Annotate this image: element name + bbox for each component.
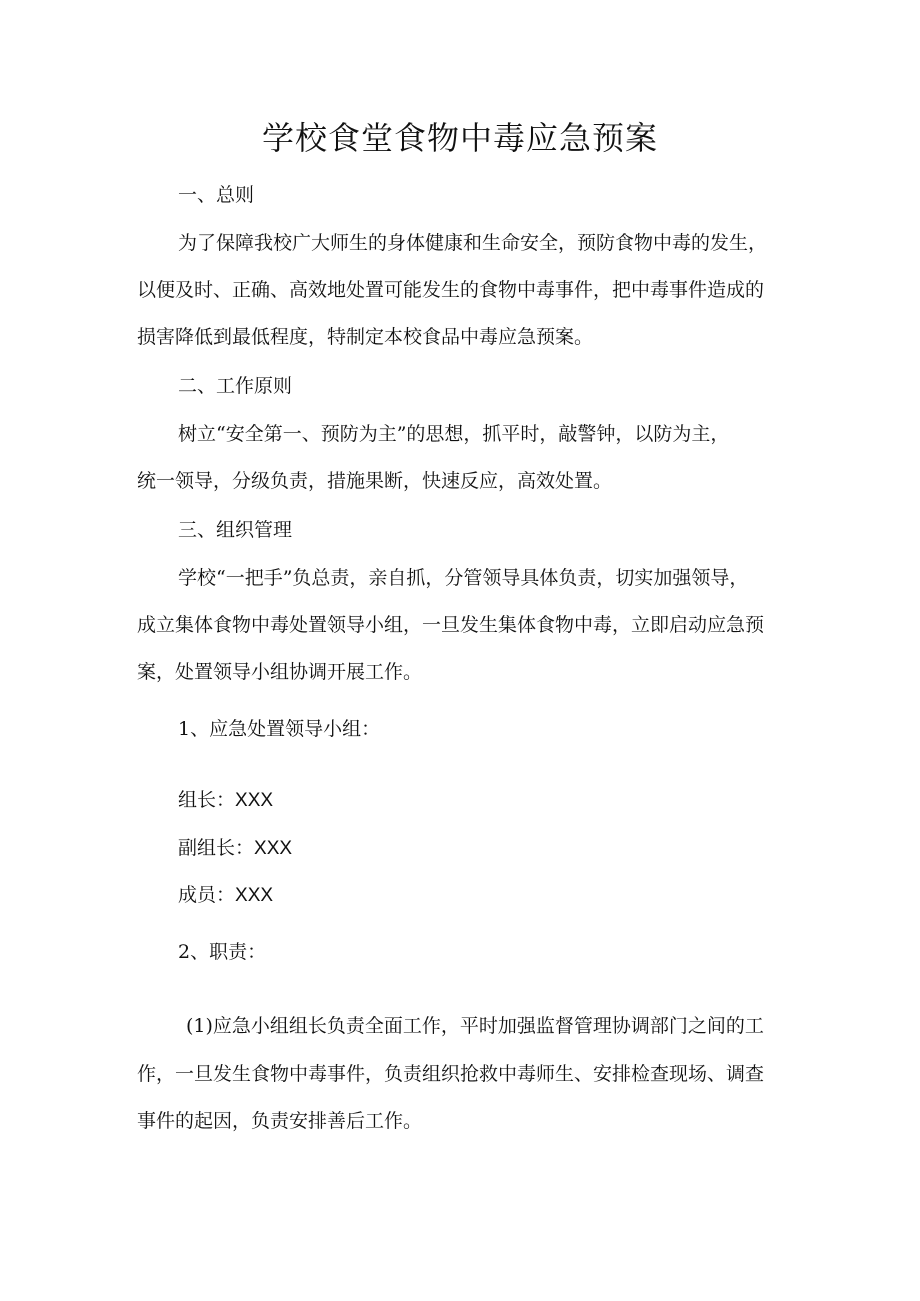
subsection-heading-duties: 2、职责： xyxy=(178,941,267,963)
paragraph-line: 作，一旦发生食物中毒事件，负责组织抢救中毒师生、安排检查现场、调查 xyxy=(137,1063,765,1085)
paragraph-line: 以便及时、正确、高效地处置可能发生的食物中毒事件，把中毒事件造成的 xyxy=(137,279,765,301)
member-label: 组长： xyxy=(178,789,236,811)
member-line-deputy xyxy=(178,835,292,862)
paragraph-line: 案，处置领导小组协调开展工作。 xyxy=(137,661,423,683)
section-heading-organization: 三、组织管理 xyxy=(178,519,293,541)
section-heading-general: 一、总则 xyxy=(178,184,255,206)
paragraph-line: 损害降低到最低程度，特制定本校食品中毒应急预案。 xyxy=(137,326,594,348)
paragraph-line: 为了保障我校广大师生的身体健康和生命安全，预防食物中毒的发生， xyxy=(178,232,768,254)
member-value: XXX xyxy=(254,838,293,859)
paragraph-line: (1)应急小组组长负责全面工作，平时加强监督管理协调部门之间的工 xyxy=(186,1015,764,1037)
member-label: 副组长： xyxy=(178,837,255,859)
paragraph-line: 学校“一把手”负总责，亲自抓，分管领导具体负责，切实加强领导， xyxy=(178,567,749,589)
document-title: 学校食堂食物中毒应急预案 xyxy=(261,119,658,157)
paragraph-line: 成立集体食物中毒处置领导小组，一旦发生集体食物中毒，立即启动应急预 xyxy=(137,614,765,636)
paragraph-line: 树立“安全第一、预防为主”的思想，抓平时，敲警钟，以防为主， xyxy=(178,423,730,445)
member-label: 成员： xyxy=(178,884,236,906)
section-heading-principles: 二、工作原则 xyxy=(178,375,293,397)
paragraph-line: 统一领导，分级负责，措施果断，快速反应，高效处置。 xyxy=(137,470,613,492)
member-value: XXX xyxy=(235,790,274,811)
member-line-leader xyxy=(178,787,273,814)
subsection-heading-leadership-group: 1、应急处置领导小组： xyxy=(178,718,381,740)
member-line-members xyxy=(178,882,273,909)
member-value: XXX xyxy=(235,885,274,906)
paragraph-line: 事件的起因，负责安排善后工作。 xyxy=(137,1110,423,1132)
